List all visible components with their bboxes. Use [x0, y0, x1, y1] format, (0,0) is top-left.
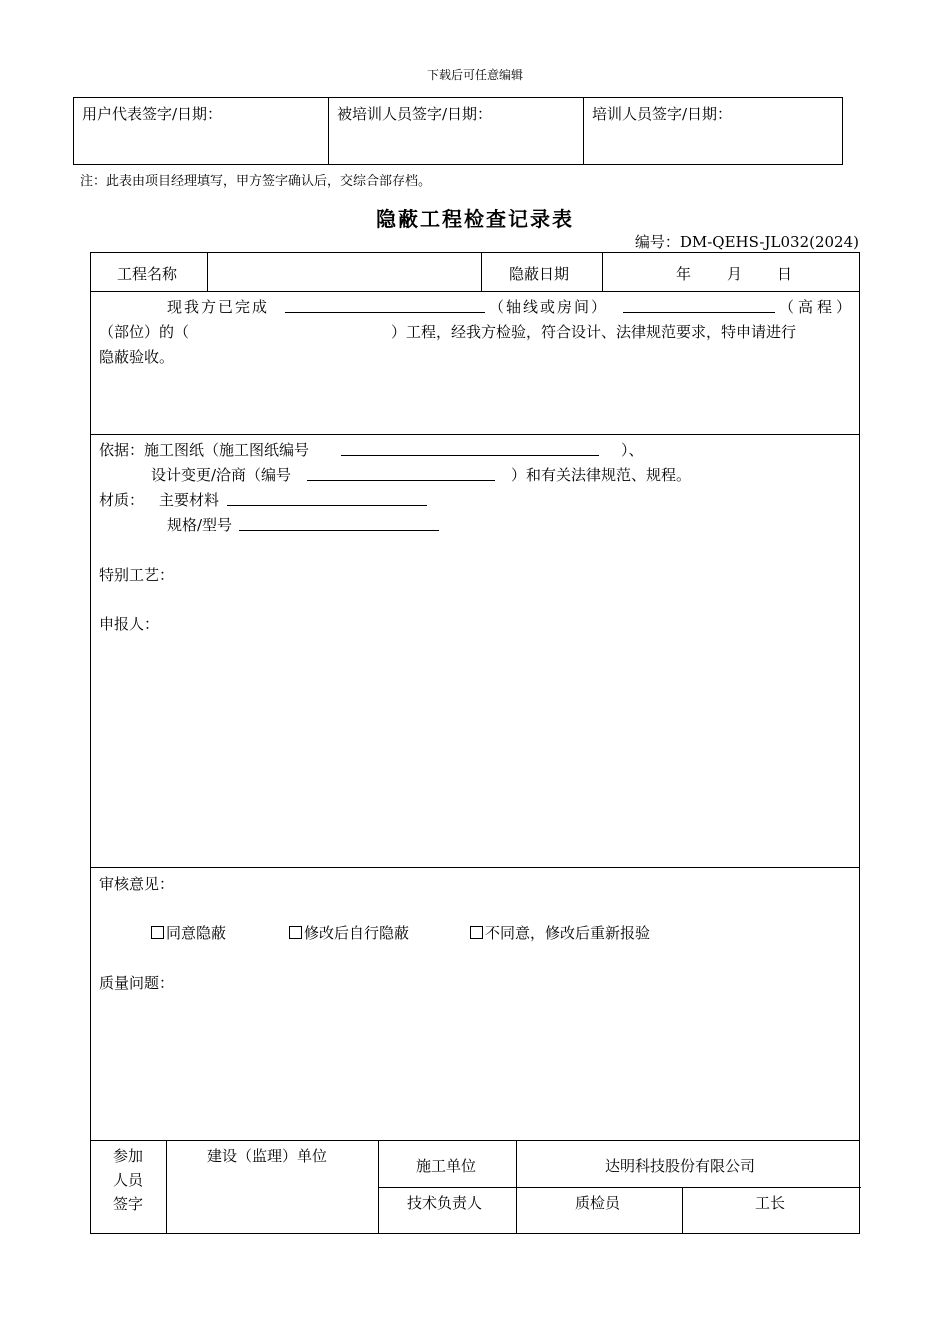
trainer-signature-cell[interactable] [584, 98, 843, 165]
main-material-blank[interactable] [227, 491, 427, 506]
drawing-number-blank[interactable] [341, 441, 599, 456]
review-opinion-label: 审核意见： [99, 875, 175, 893]
material-label: 材质： [99, 491, 145, 509]
declaration-part-label: （部位）的（ [99, 323, 190, 341]
declaration-completed: 现我方已完成 [167, 298, 270, 316]
elevation-blank[interactable] [623, 298, 775, 313]
trainer-signature-label: 培训人员签字/日期： [592, 105, 733, 123]
axis-room-blank[interactable] [285, 298, 485, 313]
participants-label-3: 签字 [113, 1195, 144, 1213]
change-number-blank[interactable] [307, 466, 495, 481]
quality-issue-label: 质量问题： [99, 974, 175, 992]
company-name: 达明科技股份有限公司 [605, 1157, 756, 1175]
date-day: 日 [777, 265, 793, 283]
participants-label-2: 人员 [113, 1171, 144, 1189]
special-process-label: 特别工艺： [99, 566, 175, 584]
inspector-label: 质检员 [575, 1194, 621, 1212]
option-self-conceal[interactable]: 修改后自行隐蔽 [289, 922, 409, 943]
inspection-form [90, 252, 860, 1234]
archive-note: 注：此表由项目经理填写，甲方签字确认后，交综合部存档。 [80, 174, 432, 189]
user-rep-signature-cell[interactable] [74, 98, 329, 165]
header-note: 下载后可任意编辑 [426, 68, 523, 82]
date-year: 年 [676, 265, 692, 283]
declaration-request: ）工程，经我方检验，符合设计、法律规范要求，特申请进行 [391, 323, 797, 341]
concealed-date-label: 隐蔽日期 [509, 265, 570, 283]
trainee-signature-cell[interactable] [329, 98, 584, 165]
construction-unit-label: 施工单位 [416, 1157, 477, 1175]
option-reject[interactable]: 不同意，修改后重新报验 [470, 922, 650, 943]
design-change-label: 设计变更/洽商（编号 [151, 466, 292, 484]
trainee-signature-label: 被培训人员签字/日期： [337, 105, 493, 123]
design-change-end: ）和有关法律规范、规程。 [511, 466, 692, 484]
declaration-acceptance: 隐蔽验收。 [99, 348, 175, 366]
project-name-field[interactable] [209, 255, 479, 289]
form-title: 隐蔽工程检查记录表 [376, 207, 574, 231]
foreman-label: 工长 [755, 1194, 786, 1212]
basis-drawings-end: ）、 [621, 441, 644, 459]
main-material-label: 主要材料 [159, 491, 220, 509]
supervisor-unit-label: 建设（监理）单位 [207, 1147, 328, 1165]
declaration-elevation-label: （高程） [779, 298, 856, 316]
spec-blank[interactable] [239, 516, 439, 531]
user-rep-signature-label: 用户代表签字/日期： [82, 105, 223, 123]
tech-lead-label: 技术负责人 [407, 1194, 483, 1212]
project-name-label: 工程名称 [117, 265, 178, 283]
signature-table [73, 97, 843, 165]
date-month: 月 [727, 265, 743, 283]
option-approve[interactable]: 同意隐蔽 [151, 922, 226, 943]
document-number: 编号：DM-QEHS-JL032(2024) [634, 233, 859, 251]
basis-drawings-label: 依据：施工图纸（施工图纸编号 [99, 441, 310, 459]
declaration-axis-label: （轴线或房间） [489, 298, 609, 316]
applicant-label: 申报人： [99, 615, 160, 633]
checkbox-icon[interactable] [151, 926, 164, 939]
checkbox-icon[interactable] [289, 926, 302, 939]
spec-label: 规格/型号 [167, 516, 233, 534]
checkbox-icon[interactable] [470, 926, 483, 939]
participants-label-1: 参加 [113, 1147, 144, 1165]
